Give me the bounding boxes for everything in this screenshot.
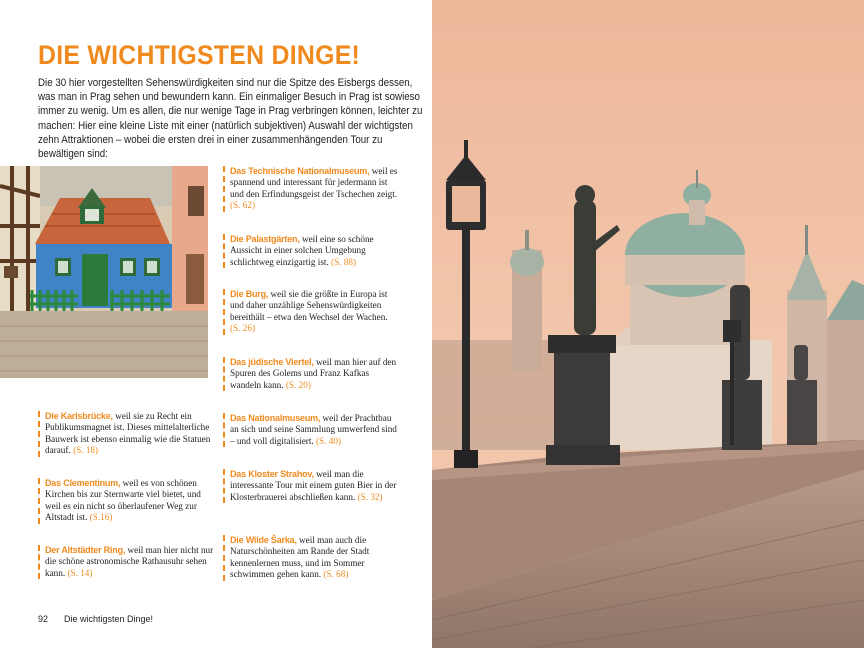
item-text: weil der Prachtbau an sich und seine Sammlung umwerfend sind – und voll digitalisiert.: [230, 413, 397, 446]
list-item: [223, 469, 400, 503]
list-item: [223, 289, 400, 335]
item-name: Das Clementinum,: [45, 478, 121, 488]
item-text: weil es von schönen Kirchen bis zur Sternwarte viel bietet, und weil es ein nicht so überlaufener Weg zur Altstadt ist.: [45, 478, 201, 523]
list-item: [223, 535, 400, 581]
list-item: [38, 411, 215, 457]
item-name: Die Karlsbrücke,: [45, 411, 113, 421]
intro-paragraph: [38, 76, 423, 161]
item-page-ref: (S. 32): [357, 491, 383, 502]
item-page-ref: (S. 18): [73, 445, 99, 456]
item-text: weil es spannend und interessant für jedermann ist und den Erfindungsgeist der Tschechen zeigt.: [230, 166, 398, 199]
item-name: Der Altstädter Ring,: [45, 545, 126, 555]
item-text: weil man die interessante Tour mit einem guten Bier in der Klosterbrauerei abschließen kann.: [230, 469, 397, 502]
item-text: weil man hier auf den Spuren des Golems und Franz Kafkas wandeln kann.: [230, 357, 397, 390]
charles-bridge-photo: [432, 0, 864, 648]
page-title: DIE WICHTIGSTEN DINGE!: [38, 40, 361, 70]
list-item: [38, 545, 215, 579]
item-text: weil man auch die Naturschönheiten am Rande der Stadt kennenlernen muss, und im Sommer schwimmen gehen kann.: [230, 535, 370, 580]
list-item: [223, 166, 400, 212]
page-footer: [38, 614, 153, 624]
intro-text: Die 30 hier vorgestellten Sehenswürdigkeiten sind nur die Spitze des Eisbergs dessen, was man in Prag sehen und bewundern kann. Ein einmaliger Besuch in Prag ist sowieso immer zu wenig. Um es allen, die nur wenige Tage in Prag verbringen können, leichter zu machen: Hier eine kleine Liste mit einer (natürlich subjektiven) Auswahl der wichtigsten zehn Attraktionen – wobei die ersten drei in einer zusammenhängenden Tour zu bewältigen sind:: [38, 77, 423, 161]
item-name: Die Burg,: [230, 289, 269, 299]
item-page-ref: (S. 14): [67, 567, 93, 578]
item-page-ref: (S. 40): [316, 435, 342, 446]
item-page-ref: (S. 68): [323, 569, 349, 580]
charles-bridge-illustration: [432, 0, 864, 648]
list-item: [38, 478, 215, 524]
item-name: Das Kloster Strahov,: [230, 469, 314, 479]
item-name: Die Palastgärten,: [230, 234, 300, 244]
list-item: [223, 234, 400, 268]
item-text: weil sie die größte in Europa ist und daher unzählige Sehenswürdigkeiten bereithält – etwa den Wechsel der Wachen.: [230, 289, 388, 322]
golden-lane-photo: [0, 166, 208, 378]
item-name: Das jüdische Viertel,: [230, 357, 314, 367]
item-name: Das Technische Nationalmuseum,: [230, 166, 370, 176]
list-item: [223, 357, 400, 391]
item-name: Die Wilde Šarka,: [230, 535, 297, 545]
item-page-ref: (S. 62): [230, 200, 256, 211]
item-text: weil sie zu Recht ein Publikumsmagnet ist. Dieses mittelalterliche Bauwerk ist ebenso einmalig wie die Statuen darauf.: [45, 411, 211, 456]
footer-title: Die wichtigsten Dinge!: [64, 614, 154, 624]
item-text: weil man hier nicht nur die schöne astronomische Rathausuhr sehen kann.: [45, 545, 214, 578]
page-number: 92: [38, 614, 49, 624]
list-item: [223, 413, 400, 447]
item-page-ref: (S. 26): [230, 323, 256, 334]
golden-lane-illustration: [0, 166, 208, 378]
item-page-ref: (S.16): [89, 512, 113, 523]
item-text: weil eine so schöne Aussicht in einer solchen Umgebung schlichtweg einzigartig ist.: [230, 234, 374, 267]
item-page-ref: (S. 88): [331, 256, 357, 267]
item-name: Das Nationalmuseum,: [230, 413, 321, 423]
item-page-ref: (S. 20): [285, 379, 311, 390]
